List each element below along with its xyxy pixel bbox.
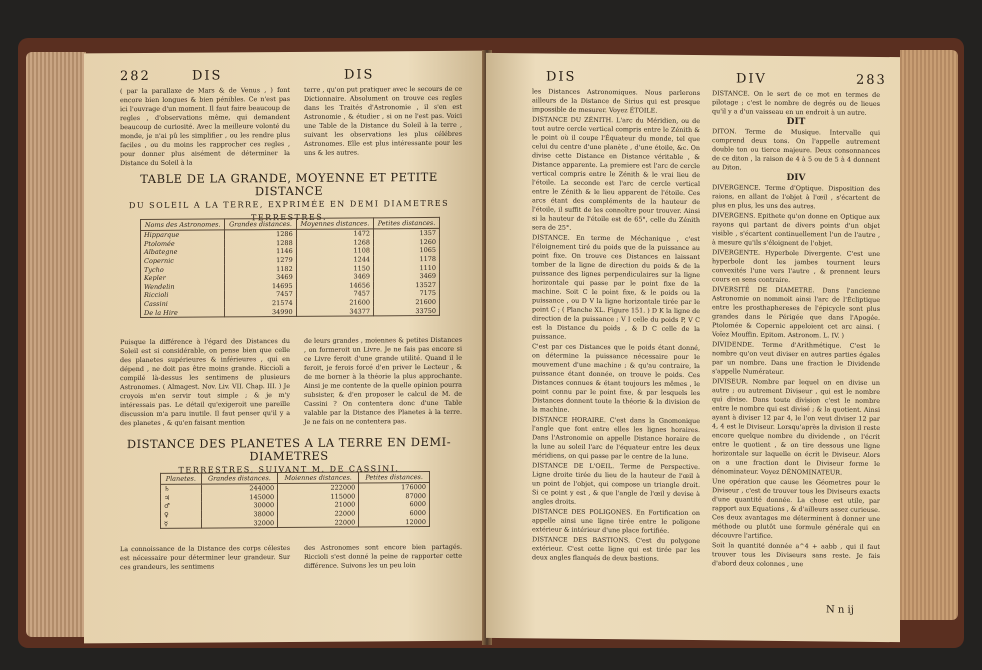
table1-cell: 1279 xyxy=(225,256,296,265)
table1-cell: 3469 xyxy=(296,272,373,281)
table1-cell: 1244 xyxy=(296,255,373,264)
signature-mark: N n ij xyxy=(826,604,854,616)
table1-cell: 14695 xyxy=(225,281,296,290)
left-running-head: DIS xyxy=(192,68,223,84)
table2-cell: 12000 xyxy=(359,517,430,527)
left-page-number: 282 xyxy=(120,68,151,85)
table1-cell: Cassini xyxy=(141,299,225,308)
left-col1-text xyxy=(120,86,290,169)
section-heading-div: DIV xyxy=(786,172,806,184)
left-foot-col2: des Astronomes sont encore bien partagés. Riccioli s'est donné la peine de rapporter cette différence. Suivons les un peu loin xyxy=(304,542,462,570)
paragraph: DIVERGENCE. Terme d'Optique. Disposition des raions, en allant de l'objet à l'œil , s'écartent de plus en plus, les uns des autres. xyxy=(712,183,880,211)
table2-cell: 145000 xyxy=(201,493,277,502)
paragraph: Puisque la différence à l'égard des Distances du Soleil est si considérable, on pense bien que celle des planetes supérieures & inférieures , qui en dépend , ne doit pas être moins grande. Riccioli a compilé là-dessus les sentimens de plusieurs Astronomes. ( Almagest. Nov. Liv. VII. Chap. III. ) Je croyois m'en servir tout simple ; & je m'y intéressais pas. Le détail qu'exigeroit une pareille discussion m'a paru inutile. Il faut penser qu'il y a des planetes , & qu'en faisant mention xyxy=(120,336,290,428)
table1-cell: 1182 xyxy=(225,264,296,273)
table2-cell: 6000 xyxy=(359,500,430,509)
table2-title-text: DISTANCE DES PLANETES A LA TERRE EN DEMI-DIAMETRES xyxy=(126,434,452,464)
table1-cell: 34990 xyxy=(225,307,296,317)
table1-row xyxy=(141,306,440,317)
right-col1-text xyxy=(532,87,700,565)
left-page-edges xyxy=(26,52,86,637)
paragraph: DIVIDENDE. Terme d'Arithmétique. C'est le nombre qu'on veut diviser en autres parties égales par un nombre. Dans une fraction le Dividende s'appelle Numérateur. xyxy=(712,340,880,376)
paragraph: C'est par ces Distances que le poids étant donné, on détermine la puissance nécessaire pour le mouvement d'une machine ; & qu'au contraire, la puissance étant donnée, on trouve le poids. Ces Distances connues & étant toujours les mêmes , le point connu par le point fixe, & par lesquels les Distances donnent toute la théorie & la division de la machine. xyxy=(532,342,700,414)
paragraph: Une opération que cause les Géometres pour le Diviseur , c'est de trouver tous les Diviseurs exacts d'une quantité donnée. La chose est utile, par rapport aux Equations , & d'ailleurs assez curieuse. Ces deux avantages me déterminent à donner une méthode ou plutôt une formule générale qui en découvre l'artifice. xyxy=(712,477,880,540)
table1-cell: 1268 xyxy=(296,238,373,247)
table2-cell: ♄ xyxy=(161,484,202,493)
table2-cell: 115000 xyxy=(278,492,359,501)
table1-cell: 7175 xyxy=(374,289,440,298)
paragraph: DIVISEUR. Nombre par lequel on en divise un autre ; ou autrement Diviseur , qui est le nombre qui divise. Dans toute division c'est le nombre entre le nombre qui est divisé ; & la quotient. Ainsi ayant à diviser 12 par 4, le l'on veut diviser 12 par 4, 4 est le Diviseur. Lorsqu'après la division il reste encore quelque nombre du dividende , on l'écrit entre le quotient , & on tire dessous une ligne horizontale sur laquelle on écrit le Diviseur. Alors on a une fraction dont le Diviseur forme le dénominateur. Voyez DÉNOMINATEUR. xyxy=(712,377,880,477)
table1-cell: 1110 xyxy=(374,263,440,272)
table2-cell: ♀ xyxy=(161,510,202,519)
table1-cell: 21600 xyxy=(296,298,373,307)
table1-cell: 1108 xyxy=(296,247,373,256)
table1-cell: Tycho xyxy=(141,265,225,274)
paragraph: ( par la parallaxe de Mars & de Venus , ) font encore bien longues & bien pénibles. Ce n'est pas ici l'ouvrage d'un moment. Il faut faire beaucoup de regles , d'observations même, qui demandent beaucoup de curiosité. Avec la meilleure volonté du monde, je n'ai pû les simplifier , ou les rendre plus faciles , ou du moins les rapprocher ces regles , pour donner plus aisément de déterminer la Distance du Soleil à la xyxy=(120,85,290,168)
table1-cell: 1178 xyxy=(374,255,440,264)
table2-cell: ♂ xyxy=(161,502,202,511)
table2-cell: 6000 xyxy=(359,509,430,518)
table2-header-cell: Moiennes distances. xyxy=(278,472,359,484)
table1-cell: 1288 xyxy=(225,239,296,248)
table2-cell: 22000 xyxy=(278,518,359,528)
table2-cell: ☿ xyxy=(161,519,202,528)
right-page-edges xyxy=(900,50,958,620)
paragraph: DIVERSITÉ DE DIAMETRE. Dans l'ancienne Astronomie on nommoit ainsi l'arc de l'Écliptique entre les prosthaphereses de l'épicycle sont plus grandes dans le Périgée que dans l'Apogée. Ptolomée & Copernic appeloient cet arc ainsi. ( Voïez Mouffin. Epitom. Astronom. L. IV. ) xyxy=(712,285,880,340)
table-solar-distances xyxy=(140,217,440,318)
table1-cell: 33750 xyxy=(374,306,440,316)
table1-cell: 13527 xyxy=(374,280,440,289)
table1-cell: 3469 xyxy=(374,272,440,281)
left-mid-col1-text xyxy=(120,337,290,429)
table2-cell: 30000 xyxy=(201,501,277,510)
right-page xyxy=(486,53,900,642)
table1-cell: Wendelin xyxy=(141,282,225,291)
table1-header-cell: Noms des Astronomes. xyxy=(141,219,225,231)
paragraph: DIVERGENS. Epithete qu'on donne en Optique aux rayons qui partant de divers points d'un objet visible , s'écartent continuellement l'un de l'autre , à mesure qu'ils s'éloignent de l'objet. xyxy=(712,211,880,248)
paragraph: DIVERGENTE. Hyperbole Divergente. C'est une hyperbole dont les jambes tournent leurs convexités l'une vers l'autre , & prennent leurs cours en sens contraire. xyxy=(712,248,880,285)
table1-cell: 7457 xyxy=(225,290,296,299)
table1-cell: 1260 xyxy=(374,238,440,247)
table2-cell: 38000 xyxy=(201,510,277,519)
table1-cell: 1146 xyxy=(225,247,296,256)
left-foot-col1: La connoissance de la Distance des corps célestes est nécessaire pour déterminer leur grandeur. Sur ces grandeurs, les sentimens xyxy=(120,543,290,572)
table2-cell: 244000 xyxy=(201,484,277,494)
paragraph: DISTANCE. On le sert de ce mot en termes de pilotage ; c'est le nombre de degrés ou de lieues qu'il y a d'un vaisseau en un endroit à un autre. xyxy=(712,89,880,117)
table1-cell: 21574 xyxy=(225,299,296,308)
table1-header-cell: Moyennes distances. xyxy=(296,218,373,230)
table1-cell: Kepler xyxy=(141,273,225,282)
table2-header-cell: Grandes distances. xyxy=(201,473,277,485)
table1-cell: Hipparque xyxy=(141,230,225,240)
table1-subtitle: DU SOLEIL A LA TERRE, EXPRIMÉE EN DEMI DIAMETRES TERRESTRES. xyxy=(128,198,450,223)
table1-cell: 1357 xyxy=(374,228,440,238)
left-col2-text xyxy=(304,85,462,159)
paragraph: DITON. Terme de Musique. Intervalle qui comprend deux tons. On l'appelle autrement double ton ou tierce majeure. Deux consonnances de ce diton , la raison de 4 à 5 ou de 5 à 4 donnent au Diton. xyxy=(712,127,880,172)
paragraph: DISTANCE DES POLIGONES. En Fortification on appelle ainsi une ligne tirée entre le poligone extérieur & intérieur d'une place fortifiée. xyxy=(532,507,700,535)
table2-cell: 22000 xyxy=(278,509,359,518)
table1-header-cell: Grandes distances. xyxy=(225,218,296,229)
table1-cell: 1065 xyxy=(374,246,440,255)
right-col2-text xyxy=(712,89,880,571)
table1-cell: 14656 xyxy=(296,281,373,290)
paragraph: DISTANCE DES BASTIONS. C'est du polygone extérieur. C'est cette ligne qui est tirée par les deux angles flanqués de deux bastions. xyxy=(532,535,700,563)
right-running-head-2: DIV xyxy=(736,71,767,87)
section-heading-dit: DIT xyxy=(786,116,806,128)
table1-cell: Copernic xyxy=(141,256,225,265)
left-page xyxy=(84,51,488,644)
table2-cell: 32000 xyxy=(201,518,277,528)
table2-cell: 21000 xyxy=(278,501,359,510)
table1-cell: 34377 xyxy=(296,307,373,317)
table1-cell: 21600 xyxy=(374,298,440,307)
table2-header-cell: Petites distances. xyxy=(359,471,430,482)
table1-cell: Riccioli xyxy=(141,291,225,300)
table2-subtitle: TERRESTRES, SUIVANT M. DE CASSINI. xyxy=(178,464,400,475)
paragraph: DISTANCE. En terme de Méchanique , c'est l'éloignement tiré du poids que de la puissance au point fixe. On trouve ces Distances en laissant tomber de la ligne de direction du poids & de la puissance des lignes perpendiculaires sur la ligne horizontale qui passe par le point fixe de la machine. Soit C le point fixe, & le poids ou la puissance , ou D V la ligne horizontale tirée par le point C ; ( Planche XL. Figure 151. ) D K la ligne de direction de la puissance ; V I celle du poids P, V C est la Distance du poids , & D C celle de la puissance. xyxy=(532,233,700,341)
paragraph: les Distances Astronomiques. Nous parlerons ailleurs de la Distance de Sirius qui est presque impossible de mesurer. Voyez ÉTOILE. xyxy=(532,87,700,115)
right-page-number: 283 xyxy=(856,72,887,89)
paragraph: DISTANCE DE L'OEIL. Terme de Perspective. Ligne droite tirée du lieu de la hauteur de l'œil à un point de l'objet, qui compose un triangle droit. Si ce point y est , & que l'angle de l'œil y devise à angles droits. xyxy=(532,461,700,506)
left-running-head-2: DIS xyxy=(344,67,375,83)
table1-cell: 7457 xyxy=(296,290,373,299)
table-planet-distances xyxy=(160,471,430,529)
table2-cell: 176000 xyxy=(359,482,430,492)
table1-cell: Ptolomée xyxy=(141,239,225,248)
table1-header-cell: Petites distances. xyxy=(374,217,440,228)
paragraph: DISTANCE DU ZÉNITH. L'arc du Méridien, ou de tout autre cercle vertical compris entre le Zénith & le point où il coupe l'Équateur du monde, tel que celui du centre d'une planète , d'une étoile, &c. On divise cette Distance en Distance véritable , & Distance apparente. La premiere est l'arc de cercle vertical compris entre le Zénith & le vrai lieu de l'étoile. La seconde est l'arc de cercle vertical entre le Zénith & le lieu apparent de l'étoile. Ces arcs étant des compléments de la hauteur de l'étoile, il suffit de les connoître pour trouver. Ainsi si la hauteur de l'étoile est de 65°, celle du Zénith sera de 25°. xyxy=(532,115,700,232)
table1-cell: 1286 xyxy=(225,229,296,239)
paragraph: Soit la quantité donnée a^4 + aabb , qui il faut trouver tous les Diviseurs sans reste. Je fais d'abord deux colonnes , une xyxy=(712,541,880,569)
paragraph: de leurs grandes , moiennes & petites Distances , on formeroit un Livre. Je ne fais pas encore si ce Livre feroit d'une grande utilité. Quand il le feroit, je ferois forcé d'en priver le Lecteur , & de me borner à la théorie la plus approchante. Ainsi je me contente de la quelle opinion pourra subsister, & d'en proposer le calcul de M. de Cassini ? On contentera donc d'une Table valable par la Distance des Planetes à la terre. Je ne fais on ne contentera pas. xyxy=(304,335,462,426)
table2-cell: 222000 xyxy=(278,483,359,493)
table1-cell: 1472 xyxy=(296,229,373,239)
paragraph: terre , qu'on put pratiquer avec le secours de ce Dictionnaire. Absolument on trouve ces regles dans les Traités d'Astronomie , il s'en est Astronomie , & étudier , si on ne l'est pas. Voici une Table de la Distance du Soleil à la terre , suivant les observations les plus célébres Astronomes. Elle est plus intéressante pour les uns & les autres. xyxy=(304,84,462,157)
table2-cell: 87000 xyxy=(359,492,430,501)
table1-cell: De la Hire xyxy=(141,308,225,318)
table2-header-cell: Planetes. xyxy=(161,473,202,484)
table1-cell: 1150 xyxy=(296,264,373,273)
right-running-head: DIS xyxy=(546,69,577,85)
paragraph: DISTANCE HORAIRE. C'est dans la Gnomonique l'angle que font entre elles les lignes horaires. Dans l'Astronomie on appelle Distance horaire de la lune au soleil l'arc de l'équateur entre les deux méridiens, on qui passe par le centre de la lune. xyxy=(532,415,700,461)
table2-cell: ♃ xyxy=(161,493,202,502)
table1-cell: 3469 xyxy=(225,273,296,282)
table2-row xyxy=(161,517,430,528)
table1-cell: Albategne xyxy=(141,248,225,257)
left-mid-col2-text xyxy=(304,336,462,428)
table1-title-text: TABLE DE LA GRANDE, MOYENNE ET PETITE DISTANCE xyxy=(140,169,438,199)
